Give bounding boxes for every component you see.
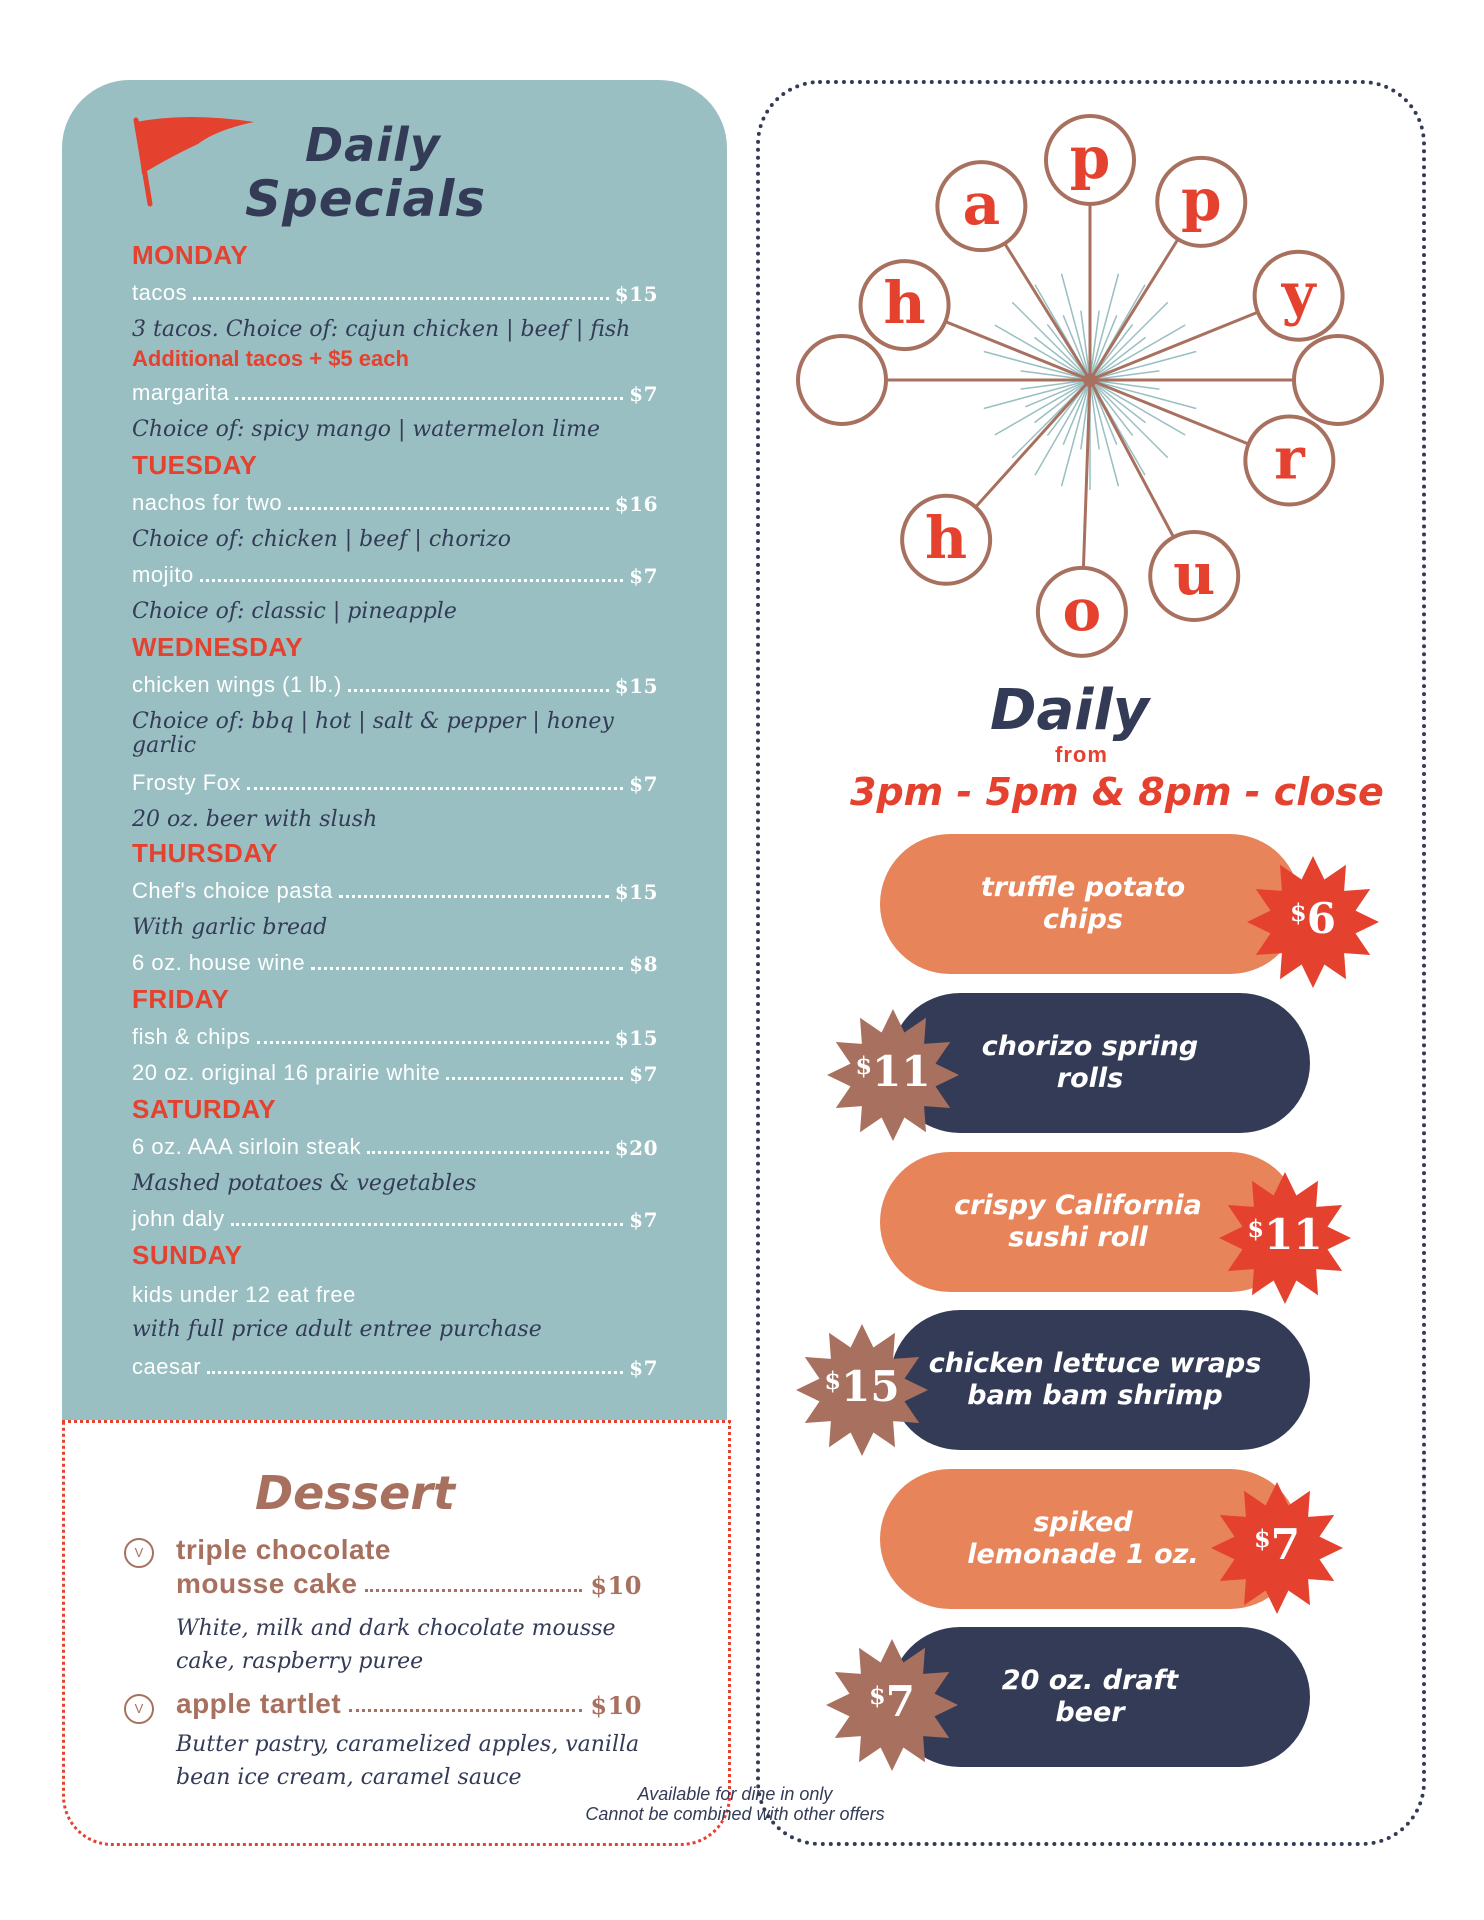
item-description: 20 oz. beer with slush (132, 807, 378, 832)
burst-ray (984, 380, 1090, 408)
deal-price (828, 1047, 958, 1096)
menu-item-nachos (132, 490, 658, 516)
item-price: $7 (629, 772, 658, 796)
item-price: $15 (614, 880, 658, 904)
dessert-price: $10 (590, 1571, 642, 1600)
deal-name: 20 oz. draft beer (1001, 1665, 1179, 1728)
item-name: tacos (132, 280, 188, 305)
letter-o: o (1062, 575, 1102, 644)
deal-name: chorizo spring rolls (981, 1031, 1199, 1094)
day-heading-sunday: SUNDAY (132, 1240, 243, 1270)
dessert-item-name: triple chocolate (176, 1534, 391, 1565)
item-description: Choice of: bbq | hot | salt & pepper | honey garlic (132, 709, 614, 758)
letter-a: a (962, 170, 1001, 239)
leader-dots (288, 507, 609, 510)
deal-price-dollar: $ (1290, 898, 1307, 927)
letter-bubble (798, 336, 886, 424)
deal-price-amount: 6 (1306, 894, 1336, 943)
leader-dots (348, 689, 609, 692)
deal-price-dollar: $ (1247, 1214, 1265, 1243)
dessert-item-apple-tartlet (176, 1688, 642, 1720)
item-description: Choice of: classic | pineapple (132, 599, 457, 624)
menu-item-tacos (132, 280, 658, 306)
flag-icon (128, 116, 258, 208)
menu-item-fish-chips (132, 1024, 658, 1050)
deal-price-amount: 7 (1270, 1520, 1300, 1569)
item-name: nachos for two (132, 490, 283, 515)
deal-name: truffle potato chips (980, 872, 1186, 935)
item-name: Chef's choice pasta (132, 878, 333, 903)
deal-price (797, 1362, 927, 1411)
leader-dots (339, 895, 609, 898)
day-heading-tuesday: TUESDAY (132, 450, 258, 480)
day-heading-saturday: SATURDAY (132, 1094, 277, 1124)
deal-price (1248, 894, 1378, 943)
leader-dots (231, 1223, 624, 1226)
leader-dots (200, 579, 623, 582)
menu-item-pasta (132, 878, 658, 904)
deal-price-dollar: $ (869, 1681, 886, 1710)
item-name: margarita (132, 380, 230, 405)
vegetarian-icon: V (124, 1538, 154, 1568)
item-price: $7 (629, 1208, 658, 1232)
dessert-item-mousse-cake (176, 1568, 642, 1600)
item-name: fish & chips (132, 1024, 251, 1049)
sunday-kids-offer: kids under 12 eat free (132, 1282, 356, 1307)
dessert-item-name: apple tartlet (176, 1688, 342, 1719)
burst-ray (1090, 380, 1118, 486)
leader-dots (193, 297, 609, 300)
letter-h: h (925, 503, 968, 572)
item-name: 20 oz. original 16 prairie white (132, 1060, 441, 1085)
menu-item-caesar (132, 1354, 658, 1380)
letter-y: y (1281, 259, 1316, 328)
dessert-description: Butter pastry, caramelized apples, vanilla bean ice cream, caramel sauce (176, 1732, 640, 1790)
item-description: 3 tacos. Choice of: cajun chicken | beef | fish (132, 317, 631, 342)
specials-title-specials: Specials (245, 170, 487, 228)
deal-price (827, 1677, 957, 1726)
menu-item-frosty-fox (132, 770, 658, 796)
dessert-item-name: mousse cake (176, 1568, 358, 1599)
leader-dots (207, 1371, 623, 1374)
item-price: $7 (629, 1062, 658, 1086)
leader-dots (257, 1041, 609, 1044)
dessert-price: $10 (590, 1691, 642, 1720)
item-name: Frosty Fox (132, 770, 241, 795)
happy-hour-daily: Daily (990, 678, 1150, 743)
leader-dots (365, 1589, 582, 1592)
deal-price-amount: 7 (885, 1677, 915, 1726)
day-heading-thursday: THURSDAY (132, 838, 279, 868)
wheel-hub (1083, 373, 1097, 387)
item-price: $15 (614, 1026, 658, 1050)
item-price: $16 (614, 492, 658, 516)
happy-hour-times: 3pm - 5pm & 8pm - close (850, 770, 1384, 814)
leader-dots (349, 1709, 582, 1712)
letter-h: h (883, 269, 926, 338)
deal-price-amount: 15 (841, 1362, 900, 1411)
item-name: john daly (132, 1206, 225, 1231)
item-description: Mashed potatoes & vegetables (132, 1171, 477, 1196)
day-heading-friday: FRIDAY (132, 984, 230, 1014)
burst-ray (1090, 380, 1196, 408)
menu-item-house-wine (132, 950, 658, 976)
item-description: With garlic bread (132, 915, 328, 940)
deal-price-amount: 11 (872, 1047, 931, 1096)
specials-title-daily: Daily (305, 118, 441, 172)
letter-p: p (1181, 165, 1222, 234)
footer-dine-in: Available for dine in only (637, 1784, 833, 1804)
leader-dots (235, 397, 623, 400)
burst-ray (1090, 274, 1118, 380)
deal-name: chicken lettuce wraps bam bam shrimp (928, 1348, 1262, 1411)
deal-price (1220, 1210, 1350, 1259)
deal-name: spiked lemonade 1 oz. (967, 1507, 1199, 1570)
leader-dots (247, 787, 623, 790)
menu-item-prairie-white (132, 1060, 658, 1086)
letter-bubble (1294, 336, 1382, 424)
deal-price-dollar: $ (1254, 1524, 1271, 1553)
item-price: $15 (614, 282, 658, 306)
burst-ray (1062, 274, 1090, 380)
item-description: Choice of: chicken | beef | chorizo (132, 527, 511, 552)
leader-dots (311, 967, 623, 970)
item-note: Additional tacos + $5 each (132, 346, 409, 371)
item-description: with full price adult entree purchase (132, 1317, 542, 1342)
item-price: $15 (614, 674, 658, 698)
item-name: 6 oz. house wine (132, 950, 306, 975)
leader-dots (446, 1077, 623, 1080)
deal-name: crispy California sushi roll (954, 1190, 1202, 1253)
happy-hour-wheel (790, 90, 1390, 670)
item-name: mojito (132, 562, 194, 587)
menu-item-chicken-wings (132, 672, 658, 698)
item-description: Choice of: spicy mango | watermelon lime (132, 417, 601, 442)
menu-item-john-daly (132, 1206, 658, 1232)
item-name: 6 oz. AAA sirloin steak (132, 1134, 362, 1159)
item-name: chicken wings (1 lb.) (132, 672, 342, 697)
happy-hour-from: from (1055, 742, 1108, 767)
deal-price-dollar: $ (824, 1366, 842, 1395)
dessert-description: White, milk and dark chocolate mousse cake, raspberry puree (176, 1616, 616, 1674)
deal-price-dollar: $ (855, 1051, 873, 1080)
item-price: $7 (629, 564, 658, 588)
letter-u: u (1173, 540, 1216, 609)
letter-r: r (1274, 424, 1305, 493)
item-price: $7 (629, 382, 658, 406)
menu-item-sirloin (132, 1134, 658, 1160)
dessert-title: Dessert (255, 1466, 456, 1520)
item-price: $20 (614, 1136, 658, 1160)
item-price: $8 (629, 952, 658, 976)
day-heading-monday: MONDAY (132, 240, 249, 270)
item-price: $7 (629, 1356, 658, 1380)
menu-item-mojito (132, 562, 658, 588)
leader-dots (367, 1151, 609, 1154)
item-name: caesar (132, 1354, 202, 1379)
menu-item-margarita (132, 380, 658, 406)
deal-price (1212, 1520, 1342, 1569)
vegetarian-icon: V (124, 1694, 154, 1724)
day-heading-wednesday: WEDNESDAY (132, 632, 304, 662)
deal-price-amount: 11 (1264, 1210, 1323, 1259)
footer-no-combine: Cannot be combined with other offers (585, 1804, 885, 1824)
letter-p: p (1069, 124, 1111, 192)
